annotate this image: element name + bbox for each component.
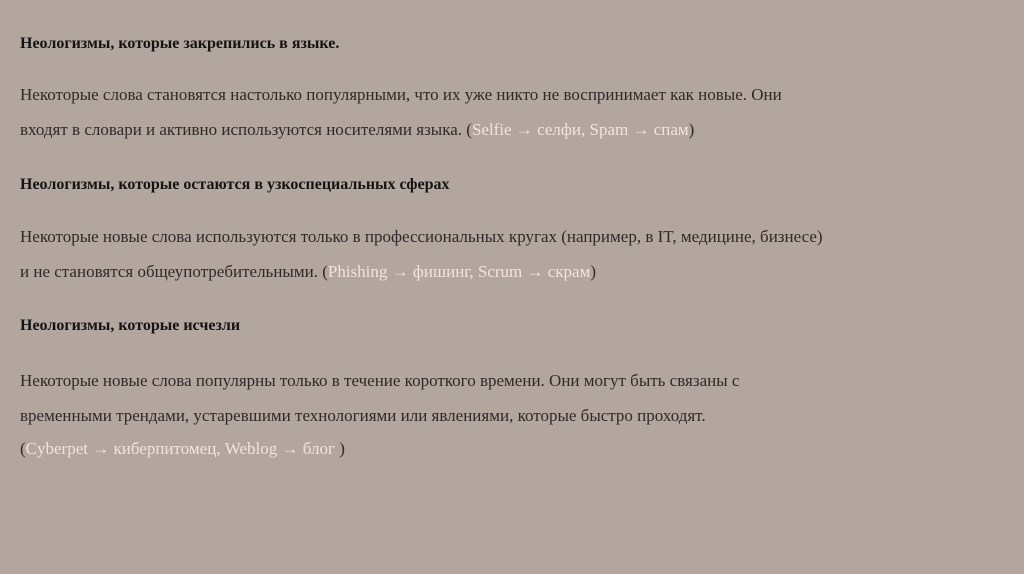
text-line <box>20 364 739 399</box>
example-text: Phishing → фишинг, Scrum → скрам <box>327 261 591 281</box>
section-heading-established: Неологизмы, которые закрепились в языке. <box>20 35 340 52</box>
text-line <box>20 255 823 290</box>
example-close-paren: ) <box>688 119 695 139</box>
text-line <box>20 113 782 148</box>
text-line <box>20 399 739 434</box>
section-text-specialized <box>20 220 823 289</box>
line-text: входят в словари и активно используются носителями языка. <box>20 119 467 139</box>
example-close-paren: ) <box>590 261 597 281</box>
section-text-established <box>20 78 782 147</box>
line-text: временными трендами, устаревшими технологиями или явлениями, которые быстро проходят. <box>20 405 706 425</box>
example-open-paren: ( <box>322 261 328 281</box>
text-line <box>20 78 782 113</box>
section-heading-disappeared: Неологизмы, которые исчезли <box>20 317 241 334</box>
section-text-disappeared <box>20 364 740 458</box>
line-text: Некоторые новые слова популярны только в течение короткого времени. Они могут быть связаны с <box>20 371 740 390</box>
section-heading-specialized: Неологизмы, которые остаются в узкоспециальных сферах <box>20 176 450 193</box>
line-text: Некоторые новые слова используются только в профессиональных кругах (например, в IT, медицине, бизнесе) <box>20 227 823 246</box>
example-text: Cyberpet → киберпитомец, Weblog → блог <box>25 439 340 458</box>
example-open-paren: ( <box>20 439 26 458</box>
example-close-paren: ) <box>339 439 345 458</box>
line-text: Некоторые слова становятся настолько популярными, что их уже никто не воспринимает как новые. Они <box>20 85 782 104</box>
line-text: и не становятся общеупотребительными. <box>20 261 323 281</box>
example-text: Selfie → селфи, Spam → спам <box>471 119 689 139</box>
text-line <box>20 220 823 255</box>
example-open-paren: ( <box>466 119 472 139</box>
